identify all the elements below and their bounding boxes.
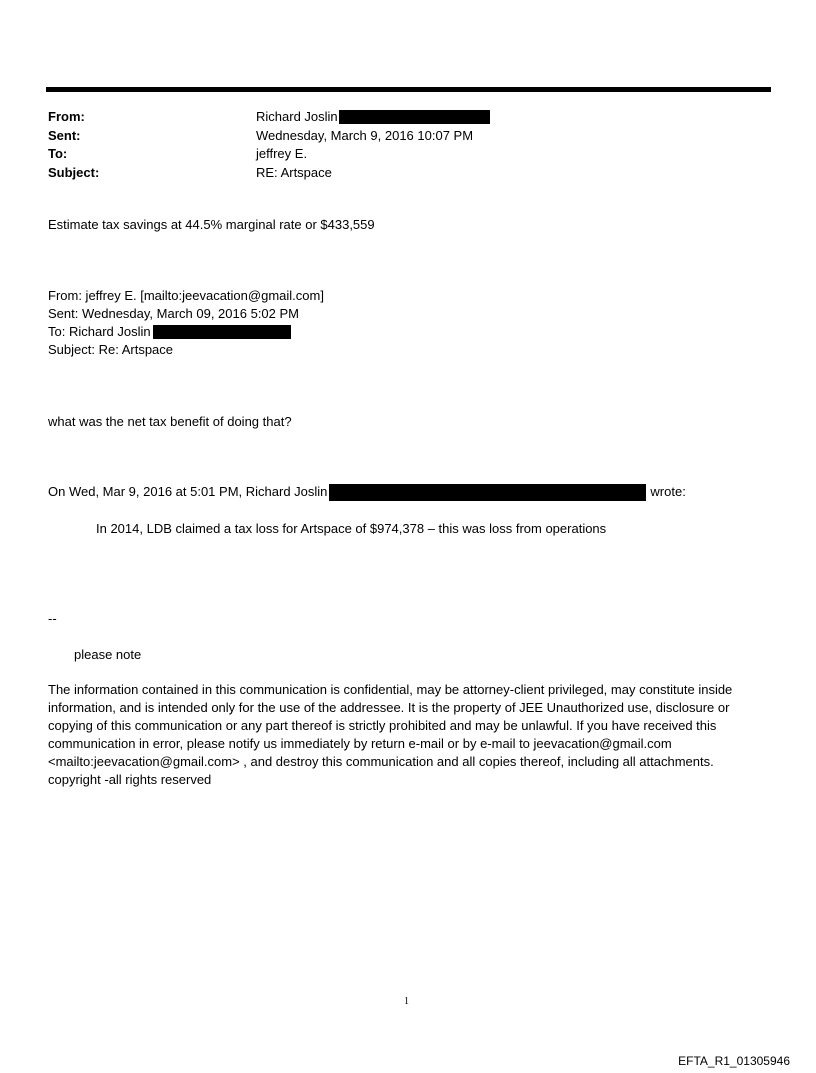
sent-value: Wednesday, March 9, 2016 10:07 PM <box>256 127 474 143</box>
subject-row <box>48 164 490 183</box>
on-wrote-suffix: wrote: <box>650 484 686 499</box>
redaction-box <box>153 325 291 339</box>
quoted-from-line: From: jeffrey E. [mailto:jeevacation@gmail.com] <box>48 288 324 303</box>
quoted-to-row <box>48 323 324 341</box>
signature-note: please note <box>74 647 142 662</box>
quoted-headers <box>48 287 324 359</box>
redaction-box <box>339 110 490 124</box>
quoted-to-line: To: Richard Joslin <box>48 324 151 339</box>
confidentiality-disclaimer: The information contained in this communication is confidential, may be attorney-client privileged, may constitute inside information, and is intended only for the use of the addressee. It is the property of JEE Unauthorized use, disclosure or copying of this communication or any part thereof is strictly prohibited and may be unlawful. If you have received this communication in error, please notify us immediately by return e-mail or by e-mail to jeevacation@gmail.com <mailto:jeevacation@gmail.com> , and destroy this communication and all copies thereof, including all attachments. copyright -all rights reserved <box>48 682 733 787</box>
to-label: To: <box>48 146 68 161</box>
reply-body: Estimate tax savings at 44.5% marginal rate or $433,559 <box>48 217 375 232</box>
quoted-subject-line: Subject: Re: Artspace <box>48 342 174 357</box>
from-row <box>48 108 490 127</box>
original-message: In 2014, LDB claimed a tax loss for Artspace of $974,378 – this was loss from operations <box>96 521 607 536</box>
on-wrote-prefix: On Wed, Mar 9, 2016 at 5:01 PM, Richard Joslin <box>48 484 328 499</box>
subject-value: RE: Artspace <box>256 164 332 180</box>
header-divider <box>46 87 771 92</box>
from-label: From: <box>48 109 85 124</box>
quoted-question: what was the net tax benefit of doing that? <box>48 414 292 429</box>
signature-separator: -- <box>48 611 57 626</box>
redaction-box <box>329 484 646 501</box>
sent-row <box>48 127 490 146</box>
on-wrote-line <box>48 483 686 501</box>
subject-label: Subject: <box>48 164 100 180</box>
sent-label: Sent: <box>48 127 81 143</box>
to-value: jeffrey E. <box>256 146 308 161</box>
quoted-sent-line: Sent: Wednesday, March 09, 2016 5:02 PM <box>48 306 299 321</box>
document-id: EFTA_R1_01305946 <box>678 1054 790 1068</box>
page-number: 1 <box>404 996 409 1007</box>
from-value: Richard Joslin <box>256 109 338 124</box>
to-row <box>48 145 490 164</box>
email-header <box>48 108 490 182</box>
